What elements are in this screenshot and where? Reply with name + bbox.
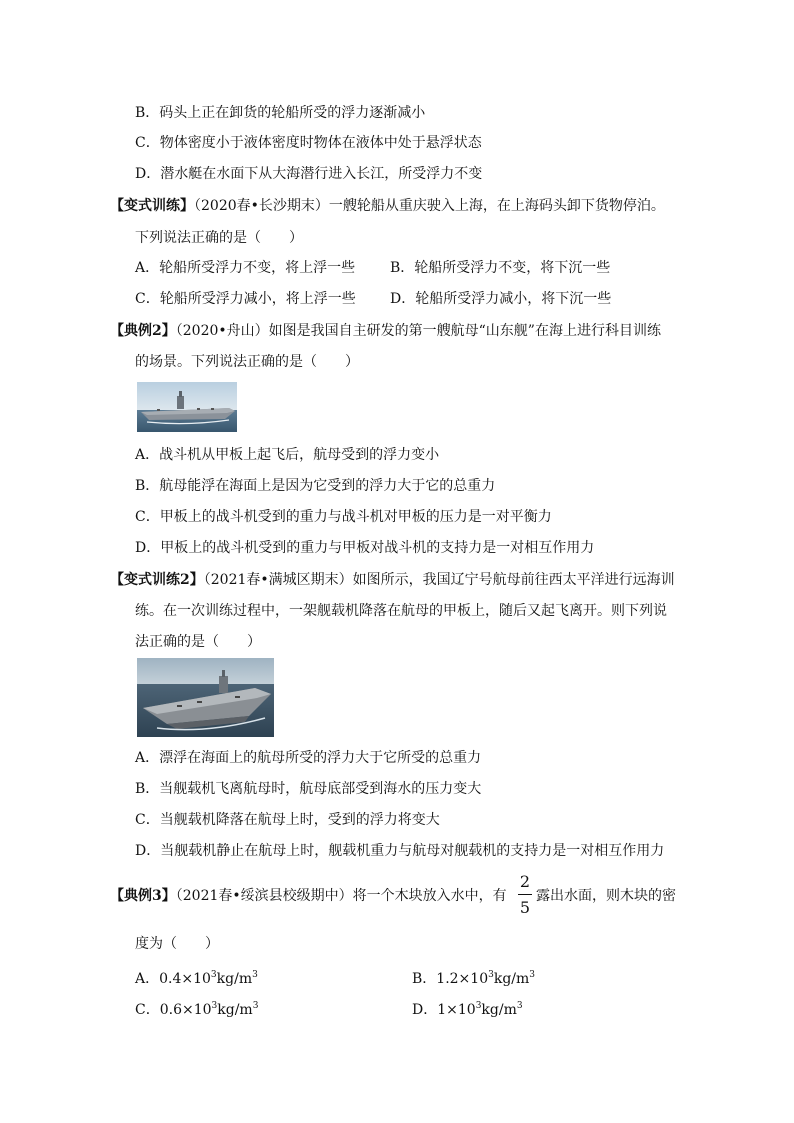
bianshi1-option-d: D．轮船所受浮力减小，将下沉一些	[390, 291, 612, 307]
bianshi1-option-c: C．轮船所受浮力减小，将上浮一些	[135, 291, 356, 307]
fraction-denominator: 5	[519, 898, 531, 917]
option-b-unit-exponent: 3	[529, 970, 536, 980]
option-a-unit: kg/m	[216, 971, 253, 987]
dianli2-stem	[110, 321, 661, 341]
dianli2-tag: 【典例2】	[110, 323, 176, 339]
option-d-value: D．1×10	[412, 1002, 476, 1018]
dianli3-tag: 【典例3】	[110, 888, 176, 904]
bianshi2-option-d: D．当舰载机静止在航母上时，舰载机重力与航母对舰载机的支持力是一对相互作用力	[135, 843, 665, 859]
option-a-exponent: 3	[210, 970, 217, 980]
dianli2-option-d: D．甲板上的战斗机受到的重力与甲板对战斗机的支持力是一对相互作用力	[135, 540, 595, 556]
dianli2-stem-line2: 的场景。下列说法正确的是（ ）	[135, 354, 359, 370]
option-c-exponent: 3	[211, 1001, 218, 1011]
fraction-numerator: 2	[519, 872, 531, 891]
dianli2-option-c: C．甲板上的战斗机受到的重力与战斗机对甲板的压力是一对平衡力	[135, 509, 552, 525]
fraction-bar	[518, 894, 532, 895]
bianshi1-option-b: B．轮船所受浮力不变，将下沉一些	[390, 260, 611, 276]
bianshi2-stem	[110, 570, 675, 590]
bianshi2-option-c: C．当舰载机降落在航母上时，受到的浮力将变大	[135, 812, 440, 828]
q1-option-b: B．码头上正在卸货的轮船所受的浮力逐渐减小	[135, 105, 426, 121]
bianshi1-stem-line2: 下列说法正确的是（ ）	[135, 230, 303, 246]
option-a-value: A．0.4×10	[135, 971, 211, 987]
option-a-unit-exponent: 3	[252, 970, 258, 980]
bianshi2-tag: 【变式训练2】	[110, 572, 204, 588]
fraction-two-fifths	[518, 872, 532, 920]
bianshi2-stem-text: （2021春•满城区期末）如图所示，我国辽宁号航母前往西太平洋进行远海训	[203, 572, 675, 588]
q1-option-c: C．物体密度小于液体密度时物体在液体中处于悬浮状态	[135, 135, 482, 151]
dianli2-option-b: B．航母能浮在海面上是因为它受到的浮力大于它的总重力	[135, 478, 496, 494]
aircraft-carrier-photo-2	[137, 658, 274, 737]
aircraft-carrier-photo-1	[137, 382, 237, 432]
option-c-unit-exponent: 3	[252, 1001, 259, 1011]
dianli3-option-d	[412, 996, 523, 1020]
bianshi2-stem-line2: 练。在一次训练过程中，一架舰载机降落在航母的甲板上，随后又起飞离开。则下列说	[135, 603, 667, 619]
dianli3-stem	[110, 886, 507, 906]
dianli3-stem-line2: 度为（ ）	[135, 936, 219, 952]
dianli3-option-b	[412, 965, 535, 989]
bianshi1-stem-text: （2020春•长沙期末）一艘轮船从重庆驶入上海，在上海码头卸下货物停泊。	[194, 198, 665, 214]
bianshi1-option-a: A．轮船所受浮力不变，将上浮一些	[135, 260, 356, 276]
option-d-unit: kg/m	[481, 1002, 517, 1018]
bianshi2-stem-line3: 法正确的是（ ）	[135, 634, 261, 650]
bianshi2-option-a: A．漂浮在海面上的航母所受的浮力大于它所受的总重力	[135, 750, 482, 766]
dianli3-stem-part2: 露出水面，则木块的密	[536, 888, 676, 904]
bianshi1-stem	[110, 196, 665, 216]
dianli3-stem-part1: （2021春•绥滨县校级期中）将一个木块放入水中，有	[175, 888, 507, 904]
option-c-unit: kg/m	[217, 1002, 253, 1018]
option-b-unit: kg/m	[493, 971, 530, 987]
dianli3-option-a	[135, 965, 258, 989]
bianshi2-option-b: B．当舰载机飞离航母时，航母底部受到海水的压力变大	[135, 781, 482, 797]
dianli2-option-a: A．战斗机从甲板上起飞后，航母受到的浮力变小	[135, 447, 440, 463]
option-b-exponent: 3	[488, 970, 494, 980]
q1-option-d: D．潜水艇在水面下从大海潜行进入长江，所受浮力不变	[135, 166, 483, 182]
option-d-unit-exponent: 3	[516, 1001, 523, 1011]
option-d-exponent: 3	[475, 1001, 482, 1011]
option-b-value: B．1.2×10	[412, 971, 489, 987]
dianli2-stem-text: （2020•舟山）如图是我国自主研发的第一艘航母“山东舰”在海上进行科目训练	[175, 323, 661, 339]
dianli3-option-c	[135, 996, 258, 1020]
bianshi1-tag: 【变式训练】	[110, 198, 194, 214]
option-c-value: C．0.6×10	[135, 1002, 212, 1018]
